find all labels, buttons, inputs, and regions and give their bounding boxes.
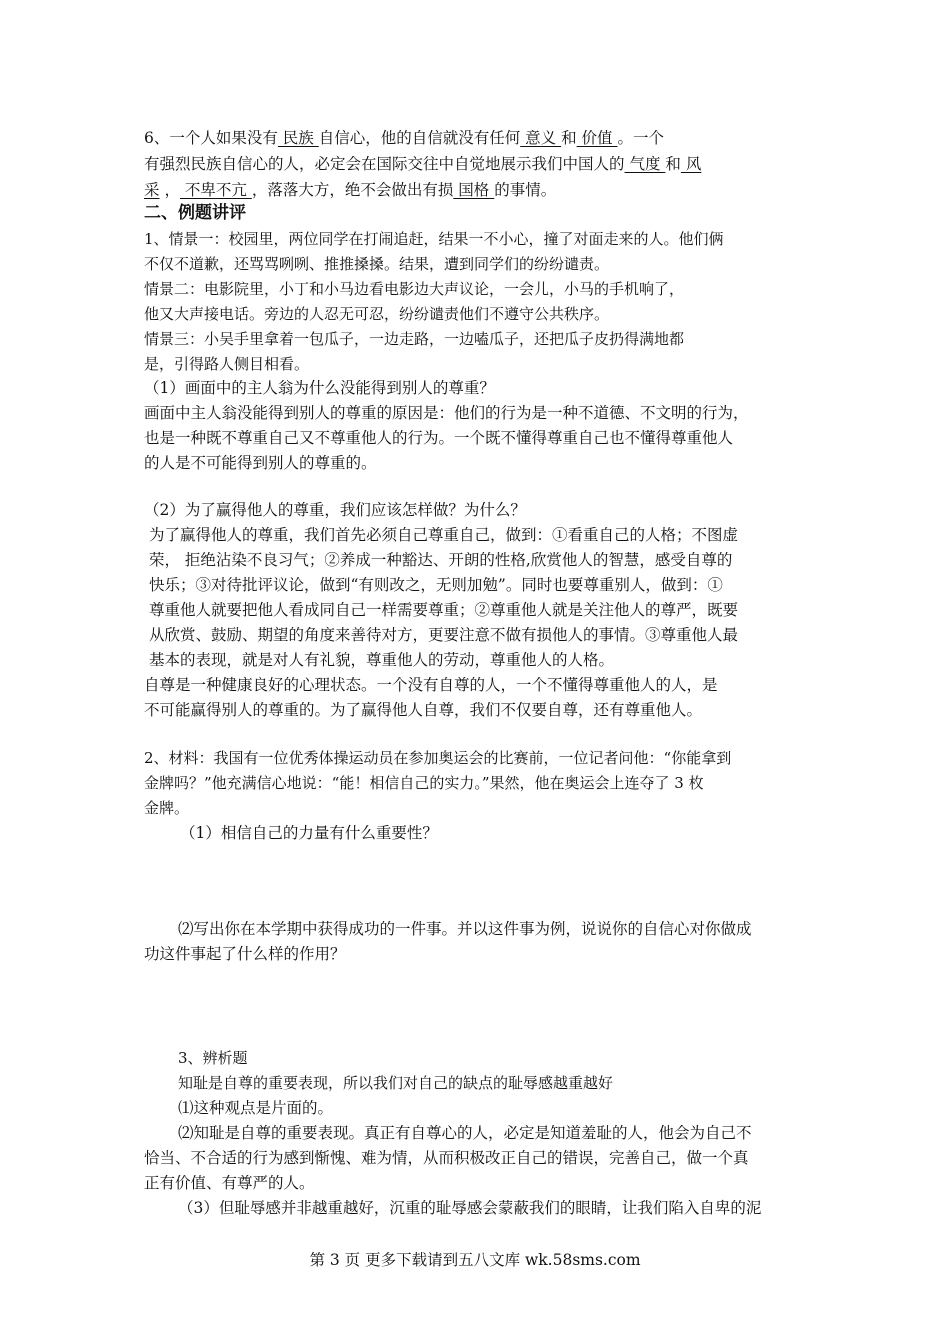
answer-1-1-line-1: 画面中主人翁没能得到别人的尊重的原因是：他们的行为是一种不道德、不文明的行为， [144,404,749,422]
material-line-2: 金牌吗？”他充满信心地说：“能！相信自己的实力。”果然，他在奥运会上连夺了 3 枚 [144,774,704,792]
answer-1-2-line-3: 快乐；③对待批评议论，做到“有则改之，无则加勉”。同时也要尊重别人，做到：① [149,576,723,594]
answer-1-2-line-7: 自尊是一种健康良好的心理状态。一个没有自尊的人，一个不懂得尊重他人的人，是 [144,676,718,694]
section-heading: 二、例题讲评 [144,203,246,223]
answer-3-point-2-line-2: 恰当、不合适的行为感到惭愧、难为情，从而积极改正自己的错误，完善自己，做一个真 [144,1149,749,1167]
blank-answer: 价值 [576,129,618,147]
scenario-3-line-2: 是，引得路人侧目相看。 [144,355,310,373]
answer-1-2-line-6: 基本的表现，就是对人有礼貌，尊重他人的劳动，尊重他人的人格。 [149,651,615,669]
q6-line-1: 6、一个人如果没有 民族 自信心，他的自信就没有任何 意义 和 价值 。一个 [144,129,664,147]
answer-3-point-3: （3）但耻辱感并非越重越好，沉重的耻辱感会蒙蔽我们的眼睛，让我们陷入自卑的泥 [178,1199,762,1217]
blank-answer: 风 [680,155,702,173]
blank-answer: 民族 [277,129,319,147]
blank-answer: 采 [144,181,160,199]
material-line-1: 2、材料：我国有一位优秀体操运动员在参加奥运会的比赛前，一位记者问他：“你能拿到 [144,749,732,767]
question-1-2: （2）为了赢得他人的尊重，我们应该怎样做？为什么？ [144,501,526,519]
scenario-2-line-2: 他又大声接电话。旁边的人忍无可忍，纷纷谴责他们不遵守公共秩序。 [144,305,610,323]
question-3-title: 3、辨析题 [178,1049,248,1067]
question-3-statement: 知耻是自尊的重要表现，所以我们对自己的缺点的耻辱感越重越好 [178,1074,614,1092]
answer-1-1-line-2: 也是一种既不尊重自己又不尊重他人的行为。一个既不懂得尊重自己也不懂得尊重他人 [144,429,734,447]
scenario-3-line-1: 情景三：小吴手里拿着一包瓜子，一边走路，一边嗑瓜子，还把瓜子皮扔得满地都 [144,330,685,348]
answer-3-point-1: ⑴这种观点是片面的。 [178,1099,334,1117]
blank-answer: 意义 [520,129,562,147]
answer-1-2-line-5: 从欣赏、鼓励、期望的角度来善待对方，更要注意不做有损他人的事情。③尊重他人最 [149,626,739,644]
q6-line-3: 采 ， 不卑不亢 ，落落大方，绝不会做出有损 国格 的事情。 [144,181,557,199]
answer-1-2-line-4: 尊重他人就要把他人看成同自己一样需要尊重；②尊重他人就是关注他人的尊严，既要 [149,601,739,619]
page-footer: 第 3 页 更多下载请到五八文库 wk.58sms.com [309,1251,641,1269]
scenario-1-line-2: 不仅不道歉，还骂骂咧咧、推推搡搡。结果，遭到同学们的纷纷谴责。 [144,255,610,273]
question-2-2-line-1: ⑵写出你在本学期中获得成功的一件事。并以这件事为例，说说你的自信心对你做成 [178,920,752,938]
answer-1-2-line-1: 为了赢得他人的尊重，我们首先必须自己尊重自己，做到：①看重自己的人格；不图虚 [149,526,739,544]
q6-line-2: 有强烈民族自信心的人，必定会在国际交往中自觉地展示我们中国人的 气度 和 风 [144,155,702,173]
scenario-2-line-1: 情景二：电影院里，小丁和小马边看电影边大声议论，一会儿，小马的手机响了， [144,280,685,298]
blank-answer: 国格 [453,181,495,199]
material-line-3: 金牌。 [144,799,190,817]
answer-1-1-line-3: 的人是不可能得到别人的尊重的。 [144,454,377,472]
answer-3-point-2-line-1: ⑵知耻是自尊的重要表现。真正有自尊心的人，必定是知道羞耻的人，他会为自己不 [178,1124,752,1142]
question-2-2-line-2: 功这件事起了什么样的作用？ [144,945,346,963]
answer-1-2-line-2: 荣， 拒绝沾染不良习气；②养成一种豁达、开朗的性格,欣赏他人的智慧，感受自尊的 [149,551,733,569]
question-1-1: （1）画面中的主人翁为什么没能得到别人的尊重？ [144,379,495,397]
scenario-1-line-1: 1、情景一：校园里，两位同学在打闹追赶，结果一不小心，撞了对面走来的人。他们俩 [144,230,724,248]
answer-3-point-2-line-3: 正有价值、有尊严的人。 [144,1174,315,1192]
answer-1-2-line-8: 不可能赢得别人的尊重的。为了赢得他人自尊，我们不仅要自尊，还有尊重他人。 [144,701,703,719]
blank-answer: 气度 [624,155,666,173]
blank-answer: 不卑不亢 [179,181,252,199]
question-2-1: （1）相信自己的力量有什么重要性？ [180,824,438,842]
